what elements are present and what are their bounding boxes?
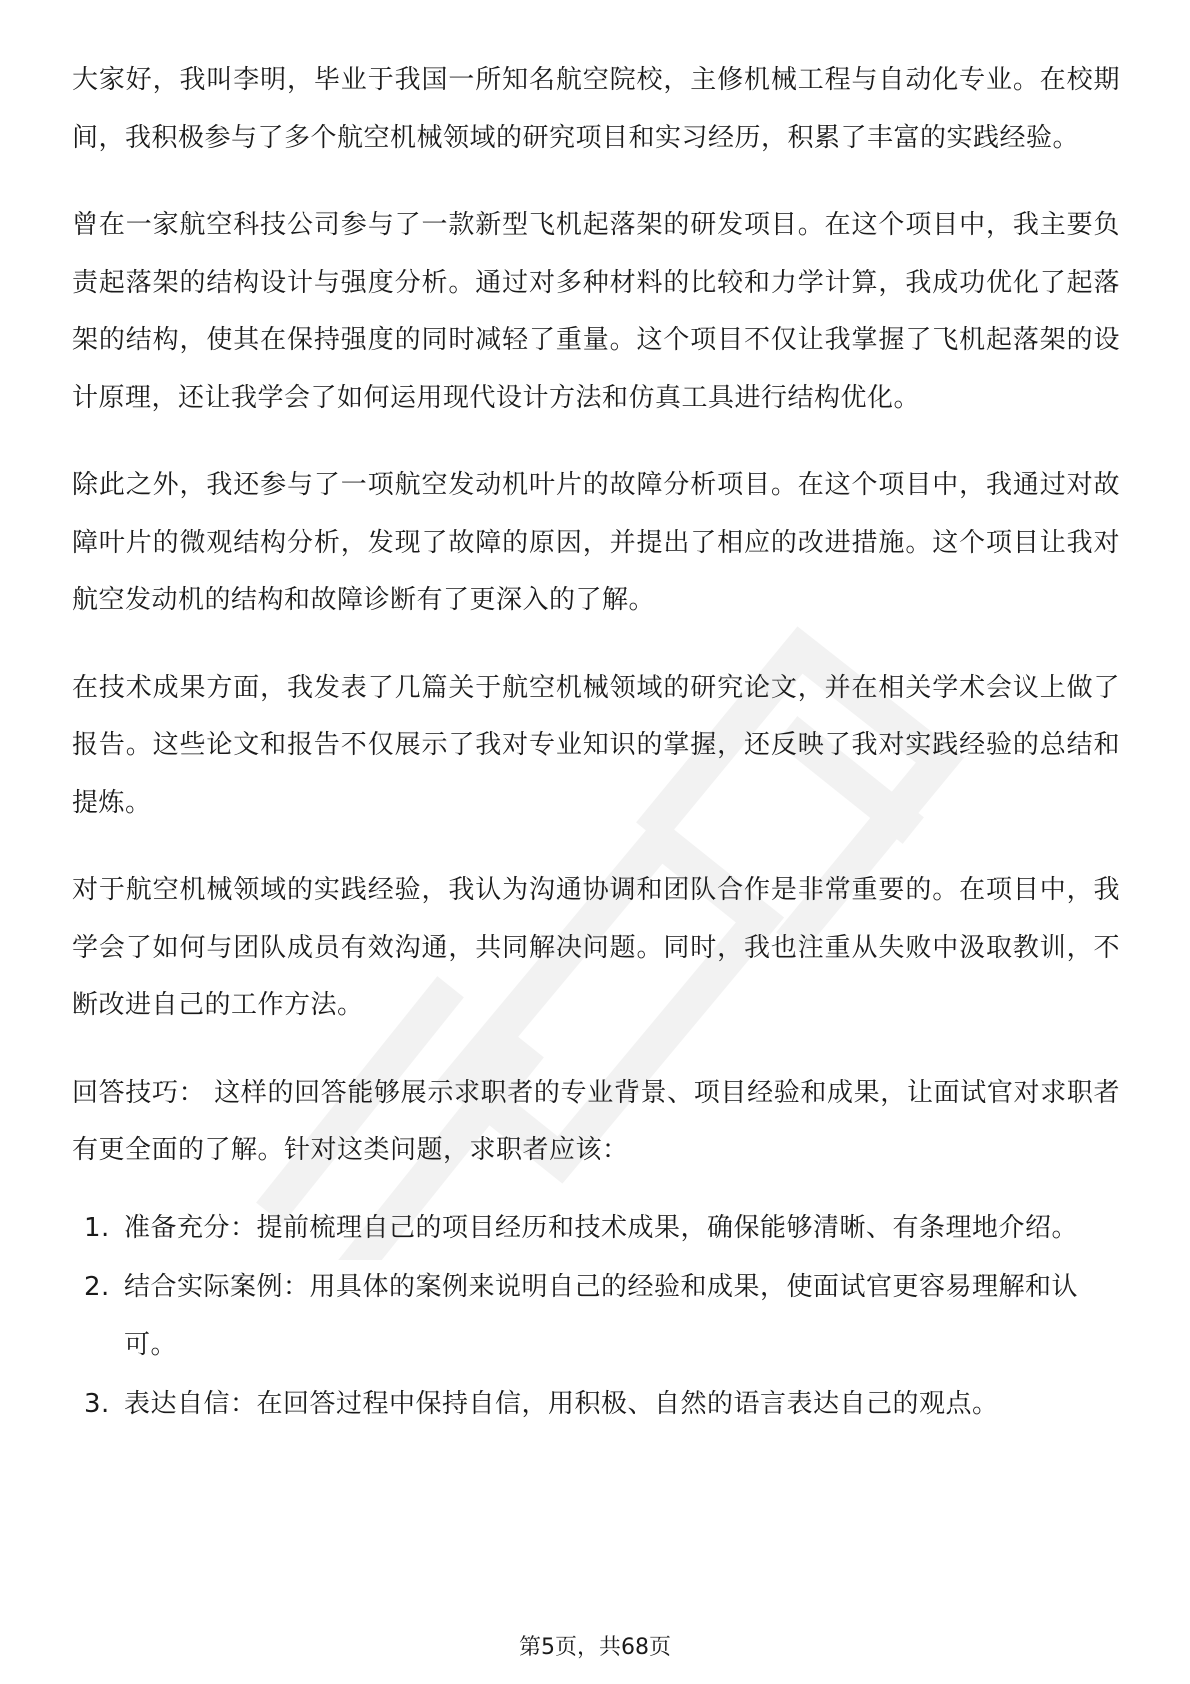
list-item [72,1259,1120,1374]
paragraph-answer-tips: 回答技巧： 这样的回答能够展示求职者的专业背景、项目经验和成果，让面试官对求职者有更全面的了解。针对这类问题，求职者应该： [72,1077,1120,1165]
paragraph-engine-blade-project: 除此之外，我还参与了一项航空发动机叶片的故障分析项目。在这个项目中，我通过对故障叶片的微观结构分析，发现了故障的原因，并提出了相应的改进措施。这个项目让我对航空发动机的结构和故障诊断有了更深入的了解。 [72,470,1120,615]
list-number: 3. [84,1389,110,1419]
paragraph-teamwork: 对于航空机械领域的实践经验，我认为沟通协调和团队合作是非常重要的。在项目中，我学会了如何与团队成员有效沟通，共同解决问题。同时，我也注重从失败中汲取教训，不断改进自己的工作方法。 [72,875,1120,1020]
list-item [72,1200,1120,1258]
document-body [72,52,1120,1436]
list-text: 结合实际案例：用具体的案例来说明自己的经验和成果，使面试官更容易理解和认可。 [124,1272,1079,1360]
page-footer: 第5页，共68页 [519,1635,671,1660]
tips-list [72,1200,1120,1434]
paragraph-technical-achievements: 在技术成果方面，我发表了几篇关于航空机械领域的研究论文，并在相关学术会议上做了报告。这些论文和报告不仅展示了我对专业知识的掌握，还反映了我对实践经验的总结和提炼。 [72,672,1120,818]
list-number: 1. [84,1212,110,1243]
list-text: 表达自信：在回答过程中保持自信，用积极、自然的语言表达自己的观点。 [124,1389,999,1419]
list-number: 2. [84,1272,110,1302]
paragraph-landing-gear-project: 曾在一家航空科技公司参与了一款新型飞机起落架的研发项目。在这个项目中，我主要负责起落架的结构设计与强度分析。通过对多种材料的比较和力学计算，我成功优化了起落架的结构，使其在保持强度的同时减轻了重量。这个项目不仅让我掌握了飞机起落架的设计原理，还让我学会了如何运用现代设计方法和仿真工具进行结构优化。 [72,210,1120,413]
paragraph-intro: 大家好，我叫李明，毕业于我国一所知名航空院校，主修机械工程与自动化专业。在校期间，我积极参与了多个航空机械领域的研究项目和实习经历，积累了丰富的实践经验。 [72,65,1120,153]
list-item [72,1376,1120,1434]
list-text: 准备充分：提前梳理自己的项目经历和技术成果，确保能够清晰、有条理地介绍。 [124,1212,1079,1243]
